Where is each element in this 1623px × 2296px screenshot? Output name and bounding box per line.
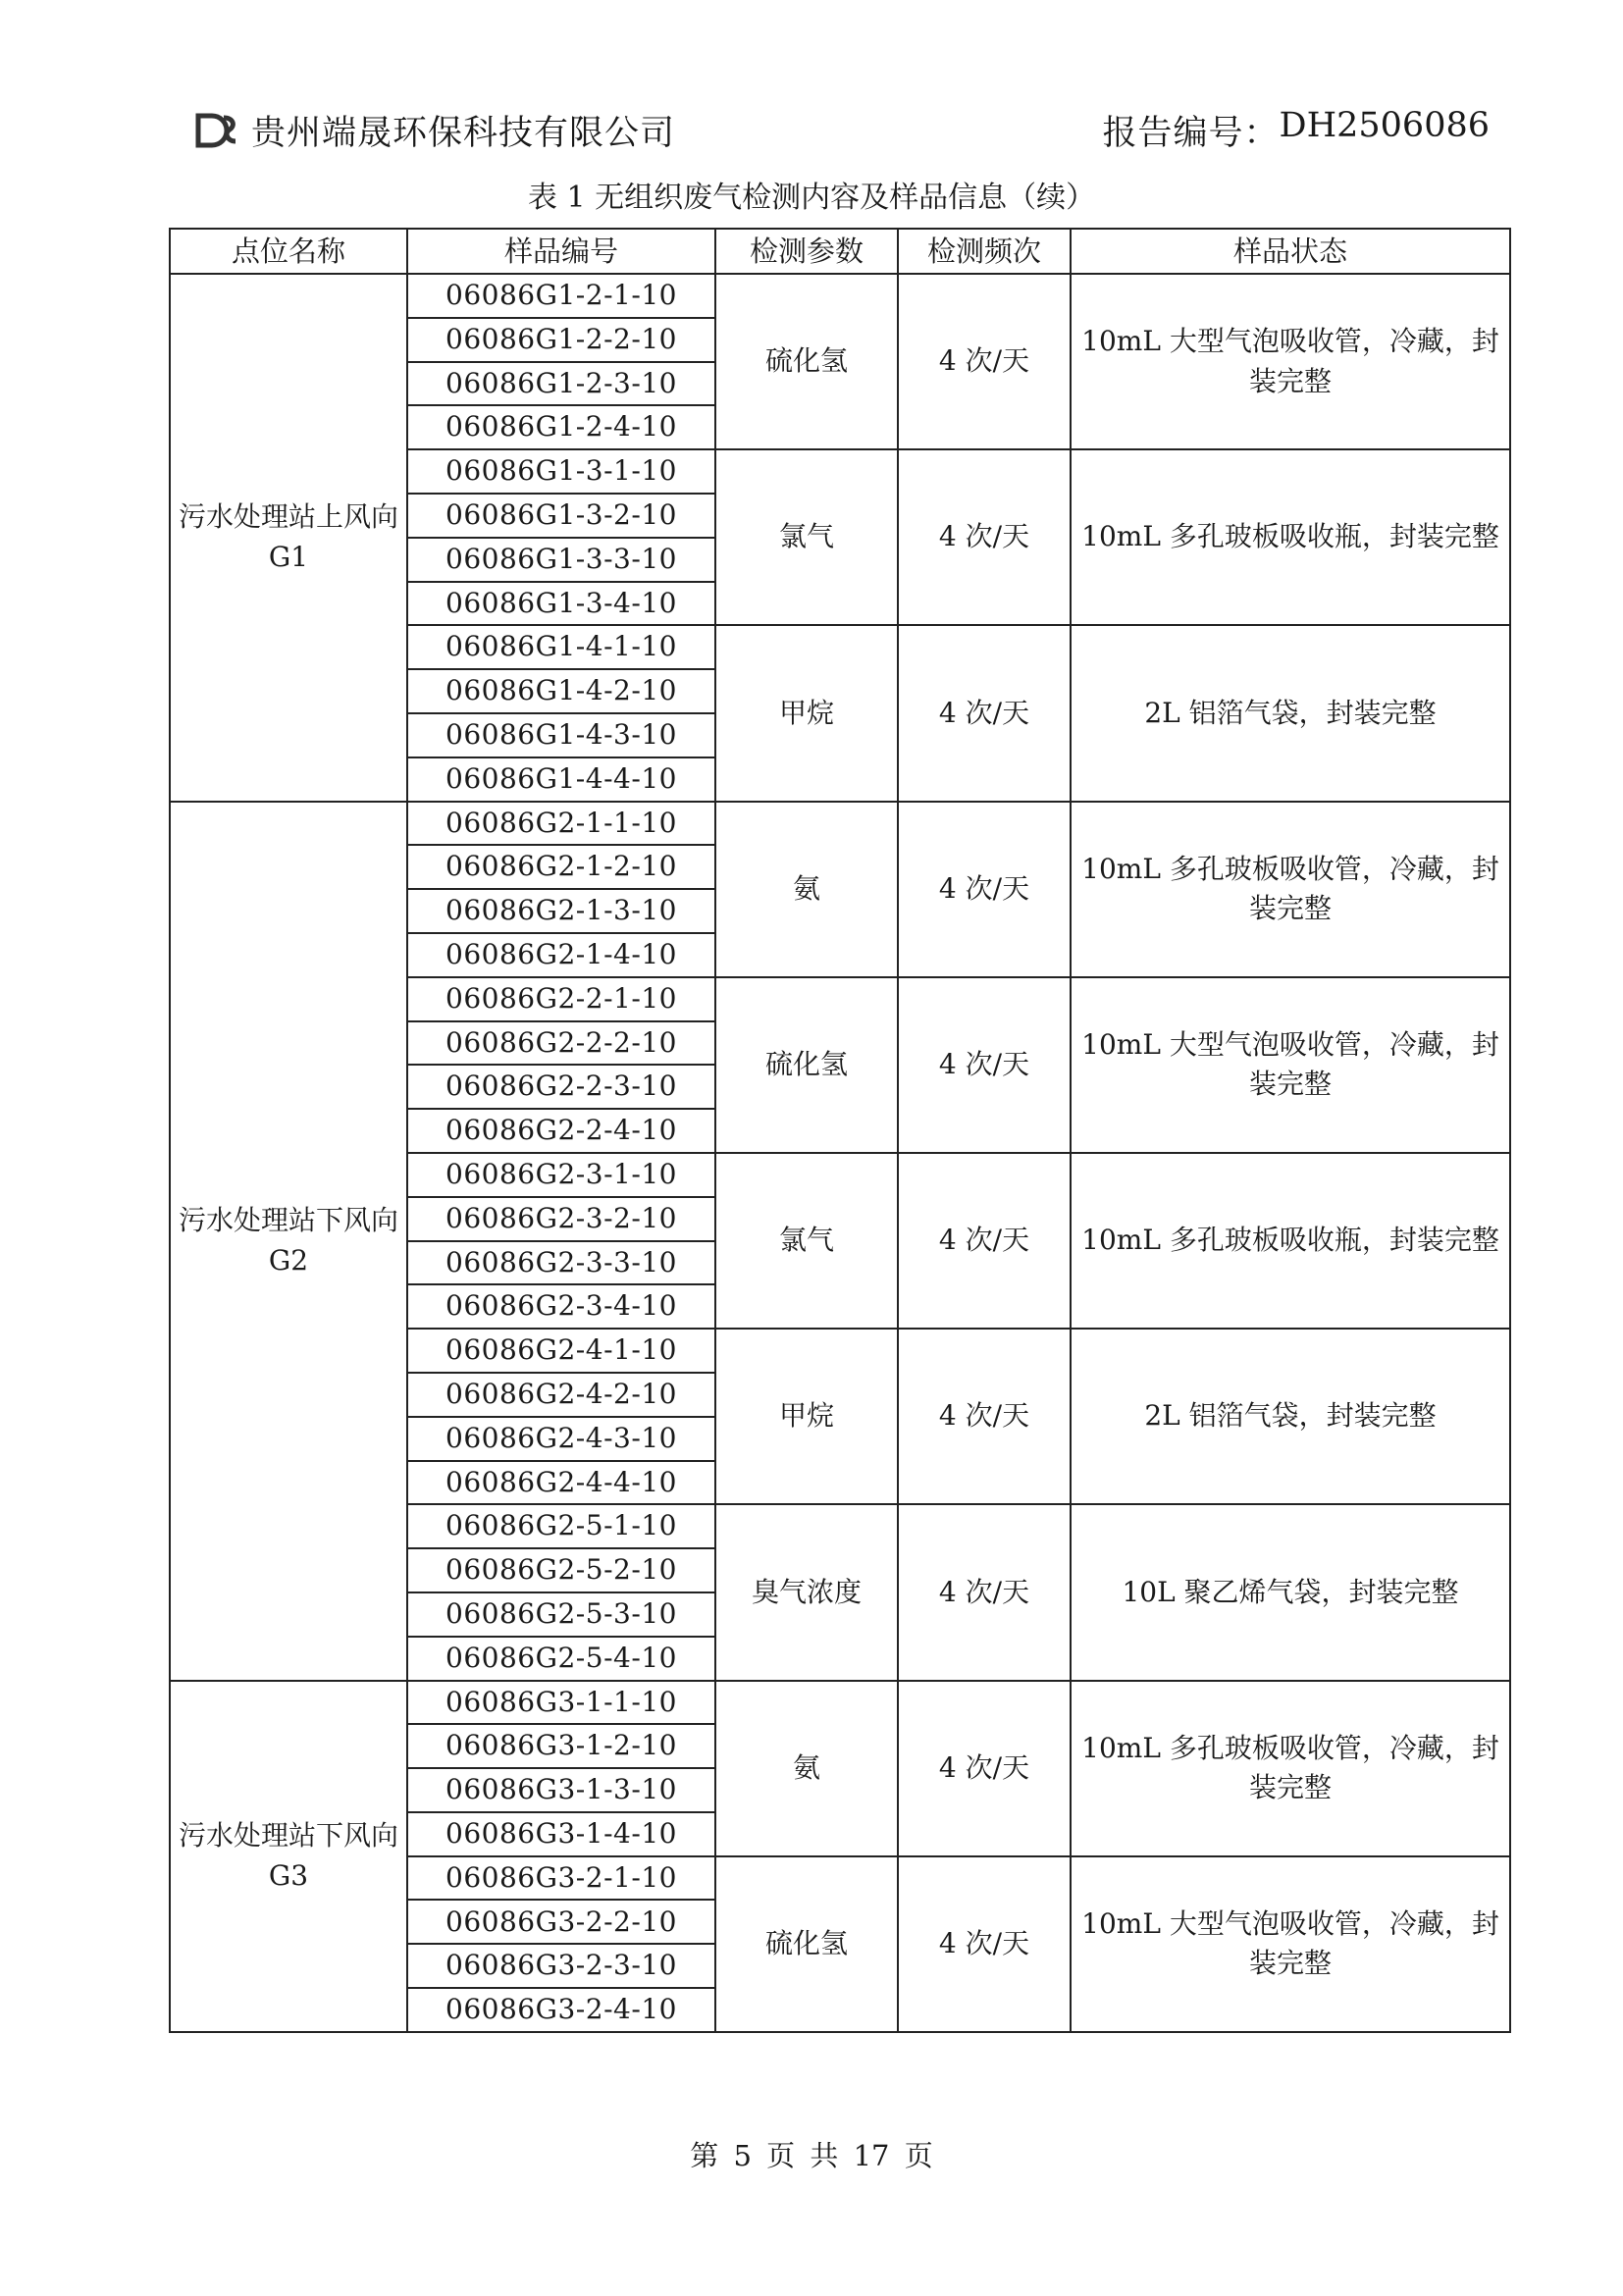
parameter-cell: 硫化氢 [715,977,898,1153]
point-name-cell: 污水处理站下风向 G3 [170,1681,407,2032]
column-header-parameter: 检测参数 [715,229,898,274]
parameter-cell: 甲烷 [715,1329,898,1504]
sample-id-cell: 06086G2-5-4-10 [407,1637,715,1681]
parameter-cell: 氨 [715,1681,898,1856]
sample-id-cell: 06086G1-3-3-10 [407,538,715,582]
sample-state-cell: 10mL 多孔玻板吸收瓶，封装完整 [1071,449,1510,625]
parameter-cell: 硫化氢 [715,274,898,449]
sample-state-cell: 10mL 多孔玻板吸收管，冷藏，封装完整 [1071,802,1510,977]
frequency-cell: 4 次/天 [898,977,1071,1153]
parameter-cell: 甲烷 [715,625,898,801]
sample-id-cell: 06086G1-4-2-10 [407,669,715,713]
frequency-cell: 4 次/天 [898,274,1071,449]
frequency-cell: 4 次/天 [898,1504,1071,1680]
sample-id-cell: 06086G2-3-4-10 [407,1284,715,1329]
sample-id-cell: 06086G3-2-2-10 [407,1900,715,1944]
page-header [194,106,1490,155]
column-header-point: 点位名称 [170,229,407,274]
sample-id-cell: 06086G1-4-3-10 [407,713,715,757]
sample-id-cell: 06086G2-2-3-10 [407,1065,715,1109]
parameter-cell: 臭气浓度 [715,1504,898,1680]
frequency-cell: 4 次/天 [898,1681,1071,1856]
sample-id-cell: 06086G1-2-4-10 [407,405,715,449]
sample-state-cell: 2L 铝箔气袋，封装完整 [1071,625,1510,801]
report-number-value: DH2506086 [1279,106,1490,145]
sample-id-cell: 06086G2-2-4-10 [407,1109,715,1153]
sample-id-cell: 06086G2-1-4-10 [407,933,715,977]
sample-id-cell: 06086G1-2-3-10 [407,362,715,406]
column-header-sample-id: 样品编号 [407,229,715,274]
point-name-cell: 污水处理站下风向 G2 [170,802,407,1681]
sample-id-cell: 06086G1-3-2-10 [407,494,715,538]
sample-id-cell: 06086G3-1-4-10 [407,1812,715,1856]
sample-id-cell: 06086G2-1-3-10 [407,889,715,933]
sample-id-cell: 06086G2-5-2-10 [407,1548,715,1592]
parameter-cell: 氨 [715,802,898,977]
table-row [170,802,1510,846]
frequency-cell: 4 次/天 [898,802,1071,977]
sample-id-cell: 06086G2-3-1-10 [407,1153,715,1197]
column-header-frequency: 检测频次 [898,229,1071,274]
sample-id-cell: 06086G3-2-4-10 [407,1988,715,2032]
frequency-cell: 4 次/天 [898,449,1071,625]
frequency-cell: 4 次/天 [898,1153,1071,1329]
sample-id-cell: 06086G3-2-1-10 [407,1856,715,1901]
parameter-cell: 硫化氢 [715,1856,898,2032]
sample-state-cell: 10mL 多孔玻板吸收管，冷藏，封装完整 [1071,1681,1510,1856]
report-number-block [1103,106,1490,155]
sample-id-cell: 06086G3-1-1-10 [407,1681,715,1725]
company-logo-icon [194,110,239,151]
sample-id-cell: 06086G2-5-3-10 [407,1592,715,1637]
sample-id-cell: 06086G1-3-4-10 [407,582,715,626]
parameter-cell: 氯气 [715,449,898,625]
page-footer: 第 5 页 共 17 页 [690,2139,933,2172]
sample-id-cell: 06086G2-4-3-10 [407,1417,715,1461]
sample-state-cell: 10mL 多孔玻板吸收瓶，封装完整 [1071,1153,1510,1329]
report-number-label: 报告编号： [1102,114,1280,153]
sample-id-cell: 06086G3-2-3-10 [407,1944,715,1988]
parameter-cell: 氯气 [715,1153,898,1329]
column-header-state: 样品状态 [1071,229,1510,274]
sample-state-cell: 10mL 大型气泡吸收管，冷藏，封装完整 [1071,1856,1510,2032]
table-title: 表 1 无组织废气检测内容及样品信息（续） [527,181,1096,215]
sample-id-cell: 06086G2-2-2-10 [407,1021,715,1066]
sample-id-cell: 06086G1-4-1-10 [407,625,715,669]
sample-id-cell: 06086G2-4-1-10 [407,1329,715,1373]
company-block [194,106,675,155]
table-header-row [170,229,1510,274]
sample-id-cell: 06086G1-4-4-10 [407,757,715,802]
table-row [170,1681,1510,1725]
sample-state-cell: 10mL 大型气泡吸收管，冷藏，封装完整 [1071,274,1510,449]
point-name-cell: 污水处理站上风向 G1 [170,274,407,802]
sample-id-cell: 06086G2-2-1-10 [407,977,715,1021]
sample-state-cell: 2L 铝箔气袋，封装完整 [1071,1329,1510,1504]
sample-id-cell: 06086G2-1-1-10 [407,802,715,846]
sample-id-cell: 06086G2-1-2-10 [407,845,715,889]
sample-state-cell: 10L 聚乙烯气袋，封装完整 [1071,1504,1510,1680]
sample-id-cell: 06086G1-3-1-10 [407,449,715,494]
sample-id-cell: 06086G2-4-2-10 [407,1373,715,1417]
frequency-cell: 4 次/天 [898,1329,1071,1504]
frequency-cell: 4 次/天 [898,625,1071,801]
sample-id-cell: 06086G1-2-2-10 [407,318,715,362]
sample-state-cell: 10mL 大型气泡吸收管，冷藏，封装完整 [1071,977,1510,1153]
company-name: 贵州端晟环保科技有限公司 [251,114,676,153]
sample-id-cell: 06086G3-1-3-10 [407,1768,715,1812]
sample-id-cell: 06086G2-3-2-10 [407,1197,715,1241]
table-row [170,274,1510,318]
table-body [170,274,1510,2032]
sample-id-cell: 06086G1-2-1-10 [407,274,715,318]
sample-id-cell: 06086G3-1-2-10 [407,1724,715,1768]
sample-id-cell: 06086G2-4-4-10 [407,1461,715,1505]
sample-info-table [169,228,1511,2033]
sample-id-cell: 06086G2-5-1-10 [407,1504,715,1548]
frequency-cell: 4 次/天 [898,1856,1071,2032]
sample-id-cell: 06086G2-3-3-10 [407,1241,715,1285]
